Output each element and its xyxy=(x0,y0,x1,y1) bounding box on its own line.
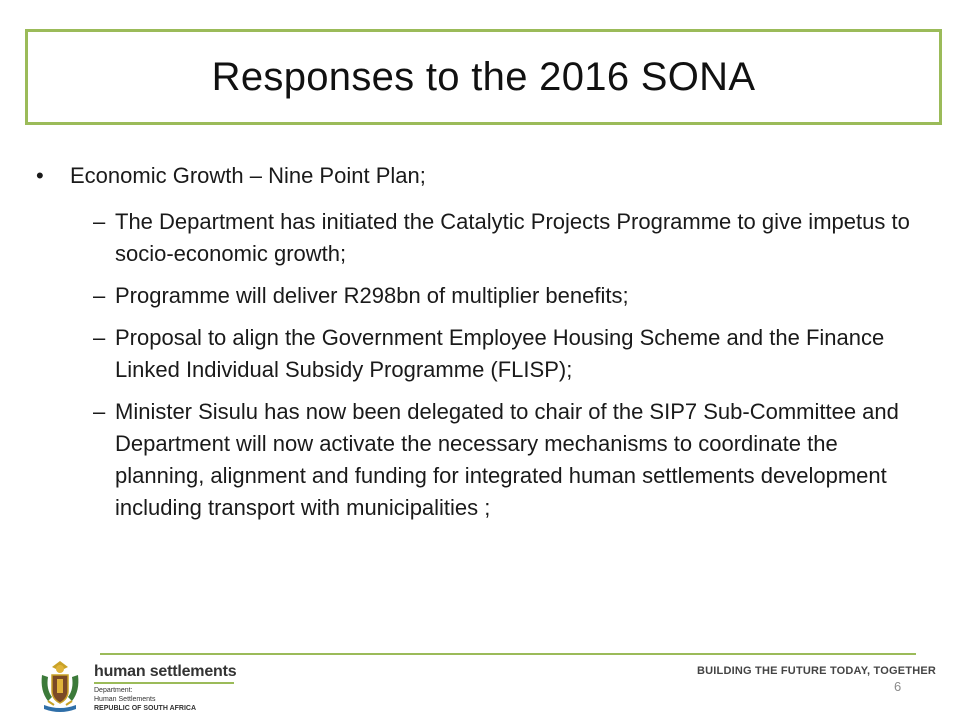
sub-dash: – xyxy=(93,283,106,308)
slide-title: Responses to the 2016 SONA xyxy=(211,54,756,99)
bullet-item xyxy=(36,160,926,192)
sub-dash: – xyxy=(93,325,106,350)
sub-item-text: Minister Sisulu has now been delegated to chair of the SIP7 Sub-Committee and Department will now activate the necessary mechanisms to coordinate the planning, alignment and funding for integrated human settlements development including transport with municipalities ; xyxy=(115,399,899,520)
logo-line: REPUBLIC OF SOUTH AFRICA xyxy=(94,705,197,712)
sub-dash: – xyxy=(93,399,106,424)
sub-item xyxy=(93,206,926,270)
sub-item xyxy=(93,396,926,524)
sub-item xyxy=(93,322,926,386)
footer-tagline: BUILDING THE FUTURE TODAY, TOGETHER xyxy=(697,665,937,677)
bullet-dot: • xyxy=(36,163,44,188)
sub-item-text: Proposal to align the Government Employee Housing Scheme and the Finance Linked Individual Subsidy Programme (FLISP); xyxy=(115,325,885,382)
logo-title: human settlements xyxy=(94,663,237,680)
page-number: 6 xyxy=(894,679,902,694)
slide-content xyxy=(36,160,926,534)
logo-line: Department: xyxy=(94,687,133,694)
title-box xyxy=(25,29,942,125)
logo-underline xyxy=(94,682,234,684)
sub-item-text: Programme will deliver R298bn of multiplier benefits; xyxy=(115,283,629,308)
department-logo xyxy=(34,657,254,717)
sub-list xyxy=(93,206,926,524)
bullet-text: Economic Growth – Nine Point Plan; xyxy=(70,163,426,188)
coat-of-arms-icon xyxy=(34,657,86,715)
footer-divider xyxy=(100,653,916,655)
sub-dash: – xyxy=(93,209,106,234)
logo-text xyxy=(94,663,236,713)
sub-item xyxy=(93,280,926,312)
sub-item-text: The Department has initiated the Catalytic Projects Programme to give impetus to socio-economic growth; xyxy=(115,209,910,266)
logo-line: Human Settlements xyxy=(94,696,156,703)
